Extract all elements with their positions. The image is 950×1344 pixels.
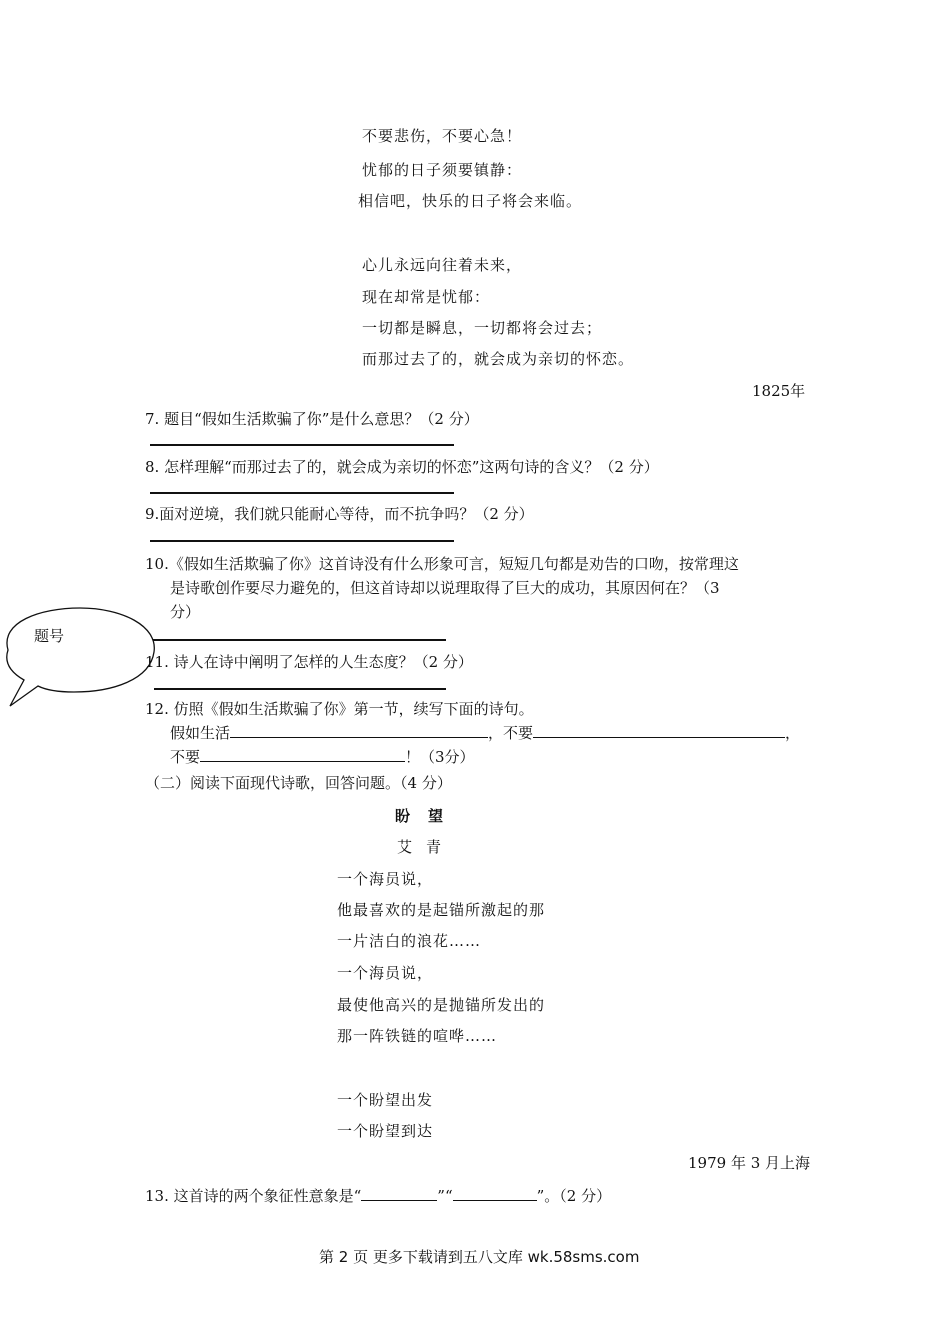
question-12-fill-row2 <box>170 745 475 767</box>
poem2-author: 艾青 <box>397 838 456 856</box>
question-13 <box>145 1184 611 1206</box>
poem-line: 忧郁的日子须要镇静： <box>362 161 523 179</box>
fill-blank-image-2[interactable] <box>453 1184 537 1201</box>
poem-line: 而那过去了的，就会成为亲切的怀恋。 <box>362 350 635 368</box>
poem2-title: 盼望 <box>395 807 462 825</box>
poem-line: 一个盼望到达 <box>337 1122 434 1140</box>
question-11: 11. 诗人在诗中阐明了怎样的人生态度？（2 分） <box>145 653 473 671</box>
fill-suffix: ！（3分） <box>405 748 475 766</box>
question-10-line2: 是诗歌创作要尽力避免的，但这首诗却以说理取得了巨大的成功，其原因何在？（3 <box>170 579 720 597</box>
answer-line-8[interactable] <box>150 492 454 494</box>
fill-text: ，不要 <box>488 724 534 742</box>
poem-line: 不要悲伤，不要心急！ <box>362 127 523 145</box>
q13-text-a: 13. 这首诗的两个象征性意象是“ <box>145 1187 362 1205</box>
poem-line: 最使他高兴的是抛锚所发出的 <box>337 996 546 1014</box>
callout-label: 题号 <box>34 627 65 645</box>
poem-line: 一片洁白的浪花…… <box>337 932 482 950</box>
answer-line-11[interactable] <box>154 688 446 690</box>
q13-text-b: ”“ <box>437 1187 453 1205</box>
poem1-date: 1825年 <box>752 382 806 400</box>
poem-line: 一切都是瞬息，一切都将会过去； <box>362 319 603 337</box>
poem-line: 相信吧，快乐的日子将会来临。 <box>358 192 583 210</box>
question-12-fill-row1 <box>170 721 800 743</box>
poem-line: 现在却常是忧郁： <box>362 288 491 306</box>
poem-line: 那一阵铁链的喧哗…… <box>337 1027 498 1045</box>
question-10-line3: 分） <box>170 603 201 621</box>
callout-bubble <box>0 600 160 710</box>
poem-line: 一个盼望出发 <box>337 1091 434 1109</box>
fill-blank-image-1[interactable] <box>361 1184 437 1201</box>
page-footer: 第 2 页 更多下载请到五八文库 wk.58sms.com <box>319 1248 640 1266</box>
poem2-date: 1979 年 3 月上海 <box>688 1154 811 1172</box>
question-9: 9.面对逆境，我们就只能耐心等待，而不抗争吗？（2 分） <box>145 505 534 523</box>
question-12: 12. 仿照《假如生活欺骗了你》第一节，续写下面的诗句。 <box>145 700 534 718</box>
poem-line: 他最喜欢的是起锚所激起的那 <box>337 901 546 919</box>
question-7: 7. 题目“假如生活欺骗了你”是什么意思？（2 分） <box>145 410 479 428</box>
poem-line: 心儿永远向往着未来， <box>362 256 523 274</box>
fill-comma: ， <box>785 724 801 742</box>
fill-prefix: 假如生活 <box>170 724 231 742</box>
fill-prefix: 不要 <box>170 748 201 766</box>
speech-bubble-icon <box>0 600 160 710</box>
q13-text-c: ”。（2 分） <box>536 1187 612 1205</box>
poem-line: 一个海员说， <box>337 870 434 888</box>
fill-blank-1[interactable] <box>230 721 488 738</box>
question-10-line1: 10.《假如生活欺骗了你》这首诗没有什么形象可言，短短几句都是劝告的口吻，按常理这 <box>145 555 739 573</box>
answer-line-7[interactable] <box>150 444 454 446</box>
section2-heading: （二）阅读下面现代诗歌，回答问题。（4 分） <box>145 774 452 792</box>
fill-blank-2[interactable] <box>533 721 785 738</box>
question-8: 8. 怎样理解“而那过去了的，就会成为亲切的怀恋”这两句诗的含义？（2 分） <box>145 458 659 476</box>
fill-blank-3[interactable] <box>200 745 405 762</box>
answer-line-9[interactable] <box>150 540 454 542</box>
poem-line: 一个海员说， <box>337 964 434 982</box>
answer-line-10[interactable] <box>150 639 446 641</box>
